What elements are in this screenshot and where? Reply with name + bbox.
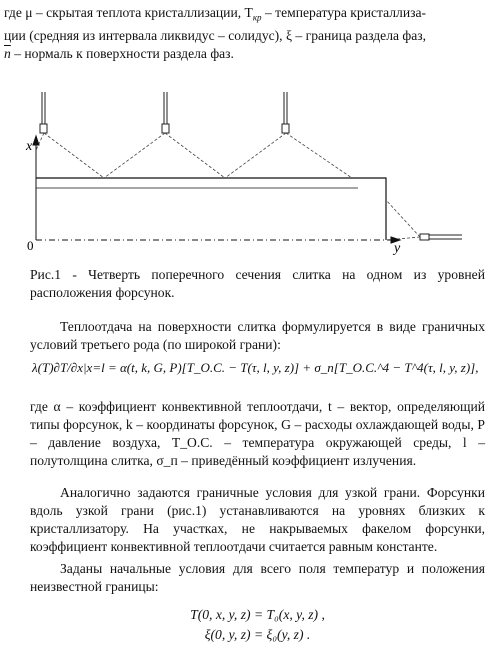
figure-1 — [22, 90, 484, 260]
equation-initial-temperature — [30, 607, 485, 623]
figure-caption — [30, 266, 485, 302]
spray-cones — [36, 133, 420, 240]
paragraph-2 — [30, 398, 485, 470]
origin-label: 0 — [27, 238, 34, 253]
equation-boundary-condition — [32, 360, 487, 376]
nozzle-head-2 — [162, 124, 169, 133]
equation-3-text: ξ(0, y, z) = ξ₀(y, z) . — [204, 627, 311, 642]
normal-symbol: $\overline{n}$ — [4, 45, 11, 61]
para4-text: Заданы начальные условия для всего поля температур и положения неизвестной границы: — [30, 561, 485, 594]
caption-text: Рис.1 - Четверть поперечного сечения слитка на одном из уровней расположения форсунок. — [30, 267, 485, 300]
axis-label-x: x — [26, 139, 33, 154]
para3-text: Аналогично задаются граничные условия для узкой грани. Форсунки вдоль узкой грани (рис.1) устанавливаются на уровнях близких к кристаллизатору. На участках, не накрываемых факелом форсунки, коэффициент конвективной теплоотдачи считается равным константе. — [30, 485, 485, 554]
intro-line2: ции (средняя из интервала ликвидус – солидус), ξ – граница раздела фаз, — [4, 27, 427, 43]
equation-initial-boundary — [30, 627, 485, 643]
paragraph-1 — [30, 318, 485, 354]
para2-text: где α – коэффициент конвективной теплоотдачи, t – вектор, определяющий типы форсунок, k – координаты форсунок, G – расходы охлаждающей воды, P – давление воздуха, T_O.C. – температура окружающей среды, l – полутолщина слитка, σ_п – приведённый коэффициент излучения. — [30, 399, 485, 468]
slab-outline — [36, 178, 386, 240]
equation-1-text: λ(T)∂T/∂x|x=l = α(t, k, G, P)[T_O.C. − T(τ, l, y, z)] + σ_п[T_O.C.^4 − T^4(τ, l, y, z)], — [32, 360, 479, 375]
intro-line1b: – температура кристаллиза- — [261, 5, 427, 20]
nozzle-head-1 — [40, 124, 47, 133]
equation-2-text: T(0, x, y, z) = T₀(x, y, z) , — [190, 607, 325, 622]
intro-paragraph — [4, 4, 484, 63]
x-axis-arrow — [33, 136, 39, 145]
intro-line3: – нормаль к поверхности раздела фаз. — [10, 45, 234, 61]
nozzle-group — [40, 92, 462, 240]
para1-text: Теплоотдача на поверхности слитка формулируется в виде граничных условий третьего рода (по широкой грани): — [30, 319, 485, 352]
axis-label-y: y — [394, 241, 401, 256]
slab-cross-section-diagram — [22, 90, 484, 260]
paragraph-4 — [30, 560, 485, 596]
intro-sub-kr: кр — [252, 12, 262, 23]
nozzle-head-3 — [282, 124, 289, 133]
intro-line1: где μ – скрытая теплота кристаллизации, T — [4, 5, 253, 20]
nozzle-head-side — [420, 234, 429, 240]
axes — [33, 136, 400, 243]
paragraph-3 — [30, 484, 485, 556]
